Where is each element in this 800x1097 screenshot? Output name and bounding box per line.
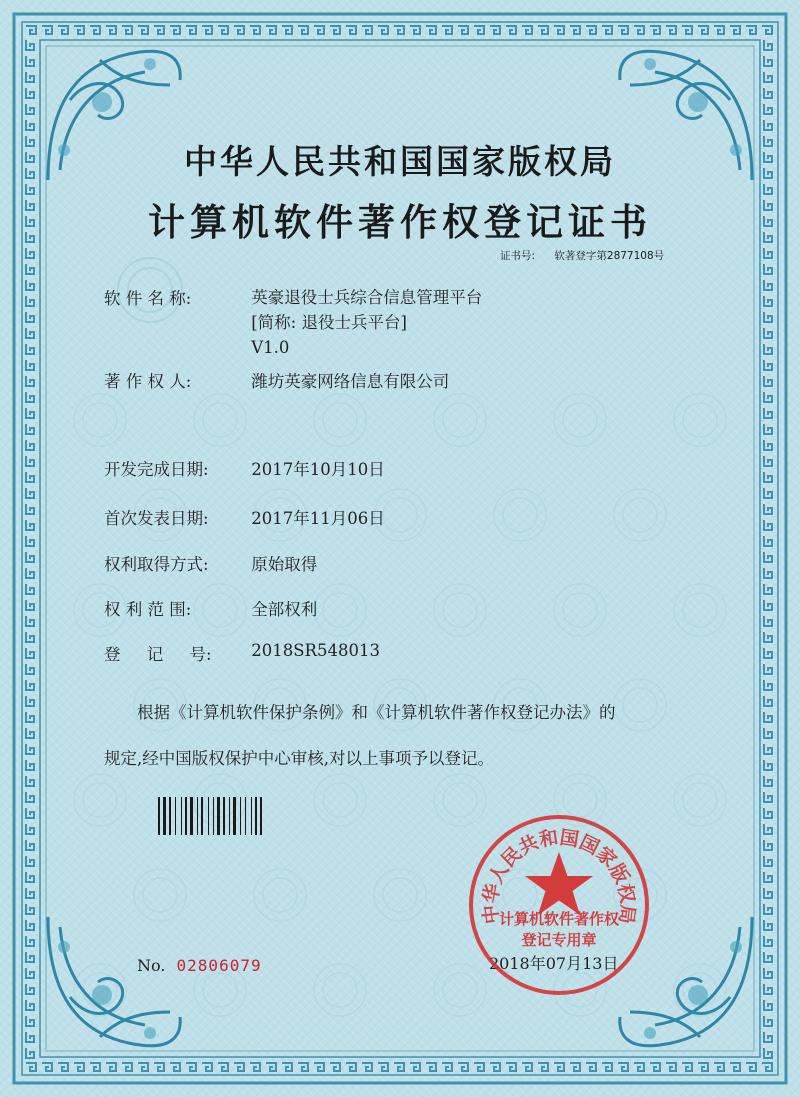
software-name-values [251, 285, 482, 360]
acquire-method-value: 原始取得 [251, 555, 318, 574]
field-owner [104, 368, 714, 392]
barcode [158, 797, 272, 835]
field-software-name [104, 285, 714, 360]
registration-number-label: 登 记 号: [104, 645, 212, 664]
seal-star-icon [525, 852, 593, 915]
acquire-method-label: 权利取得方式: [104, 555, 209, 574]
seal-ring-text: 中华人民共和国国家版权局 [479, 826, 639, 926]
rights-scope-value: 全部权利 [251, 600, 318, 619]
software-name-full: 英豪退役士兵综合信息管理平台 [251, 288, 483, 307]
serial-value: 02806079 [176, 956, 262, 975]
certificate-title: 计算机软件著作权登记证书 [148, 201, 652, 244]
field-acquire-method [104, 551, 714, 575]
registration-statement [104, 690, 724, 782]
statement-line-1: 根据《计算机软件保护条例》和《计算机软件著作权登记办法》的 [137, 703, 616, 722]
field-publish-date [104, 505, 714, 529]
statement-line-2: 规定,经中国版权保护中心审核,对以上事项予以登记。 [104, 749, 494, 768]
certificate-number-label: 证书号: [500, 250, 536, 262]
serial-number [137, 956, 262, 975]
software-name-short: [简称: 退役士兵平台] [251, 313, 407, 332]
owner-value: 潍坊英豪网络信息有限公司 [251, 372, 450, 391]
issuer-title: 中华人民共和国国家版权局 [184, 142, 616, 181]
dev-date-label: 开发完成日期: [104, 460, 209, 479]
corner-ornament-bottom-left [40, 907, 190, 1057]
rights-scope-label: 权 利 范 围: [104, 600, 192, 619]
registration-number-value: 2018SR548013 [251, 641, 380, 660]
official-seal [464, 810, 654, 1000]
certificate-number [500, 248, 710, 263]
certificate-number-value: 软著登字第2877108号 [554, 250, 665, 262]
field-rights-scope [104, 596, 714, 620]
issue-date: 2018年07月13日 [489, 954, 619, 973]
software-version: V1.0 [251, 338, 290, 357]
serial-label: No. [137, 956, 166, 975]
dev-date-value: 2017年10月10日 [251, 460, 385, 479]
seal-line-2: 登记专用章 [521, 931, 597, 949]
field-dev-date [104, 456, 714, 480]
field-registration-number [104, 641, 714, 665]
seal-line-1: 计算机软件著作权 [498, 910, 619, 928]
publish-date-value: 2017年11月06日 [251, 509, 385, 528]
publish-date-label: 首次发表日期: [104, 509, 209, 528]
owner-label: 著 作 权 人: [104, 372, 192, 391]
software-name-label: 软 件 名 称: [104, 289, 192, 308]
